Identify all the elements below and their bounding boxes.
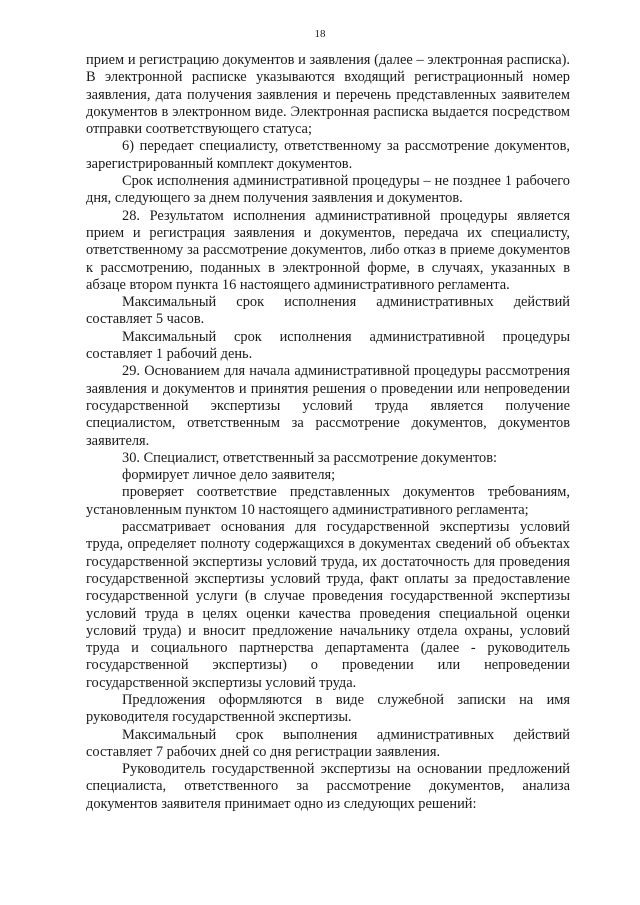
- paragraph-deadline: Срок исполнения административной процедуры – не позднее 1 рабочего дня, следующего за днем получения заявления и документов.: [86, 173, 570, 207]
- paragraph-29: 29. Основанием для начала административной процедуры рассмотрения заявления и документов и принятия решения о проведении или непроведении государственной экспертизы условий труда является получение специалистом, ответственным за рассмотрение документов, документов заявителя.: [86, 363, 570, 449]
- paragraph-max-time-actions: Максимальный срок исполнения административных действий составляет 5 часов.: [86, 294, 570, 328]
- paragraph-considers-grounds: рассматривает основания для государственной экспертизы условий труда, определяет полноту содержащихся в документах сведений об объектах государственной экспертизы условий труда, их достаточность для проведения государственной экспертизы условий труда, факт оплаты за предоставление государственной услуги (в случае проведения государственной экспертизы условий труда в целях оценки качества проведения специальной оценки условий труда) и вносит предложение начальнику отдела охраны, условий труда и социального партнерства департамента (далее - руководитель государственной экспертизы) о проведении или непроведении государственной экспертизы условий труда.: [86, 519, 570, 691]
- paragraph-item-6: 6) передает специалисту, ответственному за рассмотрение документов, зарегистрированный комплект документов.: [86, 138, 570, 172]
- paragraph-head-decision: Руководитель государственной экспертизы на основании предложений специалиста, ответственного за рассмотрение документов, анализа документов заявителя принимает одно из следующих решений:: [86, 761, 570, 812]
- paragraph-receipt: прием и регистрацию документов и заявления (далее – электронная расписка). В электронной расписке указываются входящий регистрационный номер заявления, дата получения заявления и перечень представленных заявителем документов в электронном виде. Электронная расписка выдается посредством отправки соответствующего статуса;: [86, 52, 570, 138]
- paragraph-proposals: Предложения оформляются в виде служебной записки на имя руководителя государственной экспертизы.: [86, 691, 570, 726]
- paragraph-max-time-procedure: Максимальный срок исполнения административной процедуры составляет 1 рабочий день.: [86, 328, 570, 363]
- document-body: [86, 52, 570, 813]
- paragraph-checks-compliance: проверяет соответствие представленных документов требованиям, установленным пунктом 10 настоящего административного регламента;: [86, 484, 570, 518]
- paragraph-max-time-7-days: Максимальный срок выполнения административных действий составляет 7 рабочих дней со дня регистрации заявления.: [86, 726, 570, 760]
- paragraph-30: 30. Специалист, ответственный за рассмотрение документов:: [122, 449, 498, 466]
- page-number: 18: [314, 28, 326, 40]
- paragraph-28: 28. Результатом исполнения административной процедуры является прием и регистрация заявления и документов, передача их специалисту, ответственному за рассмотрение документов, либо отказ в приеме документов к рассмотрению, поданных в электронной форме, в случаях, указанных в абзаце втором пункта 16 настоящего административного регламента.: [86, 207, 570, 293]
- paragraph-forms-file: формирует личное дело заявителя;: [122, 467, 336, 484]
